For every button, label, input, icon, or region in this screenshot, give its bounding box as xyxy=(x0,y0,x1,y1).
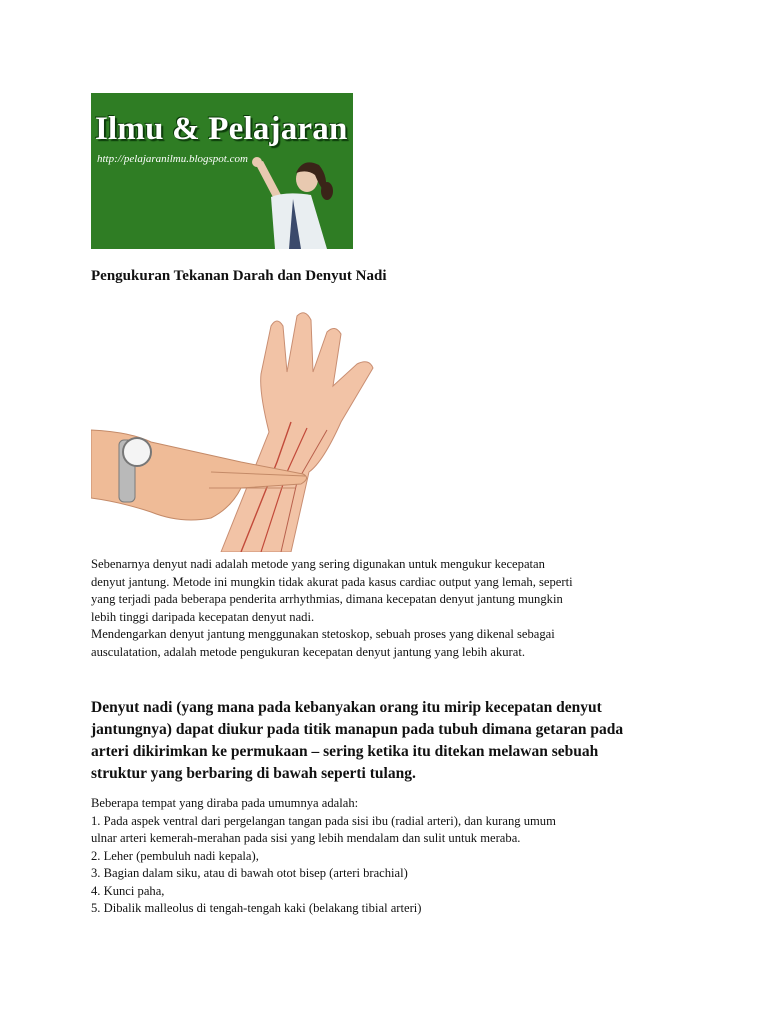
text-line: Denyut nadi (yang mana pada kebanyakan orang itu mirip kecepatan denyut xyxy=(91,699,602,716)
list-item: 5. Dibalik malleolus di tengah-tengah kaki (belakang tibial arteri) xyxy=(91,901,422,915)
list-item: 3. Bagian dalam siku, atau di bawah otot bisep (arteri brachial) xyxy=(91,866,408,880)
text-line: jantungnya) dapat diukur pada titik manapun pada tubuh dimana getaran pada xyxy=(91,721,624,738)
list-intro: Beberapa tempat yang diraba pada umumnya adalah: xyxy=(91,796,359,810)
bold-paragraph xyxy=(91,697,691,785)
list-item: 4. Kunci paha, xyxy=(91,883,165,898)
text-line: struktur yang berbaring di bawah seperti tulang. xyxy=(91,765,416,782)
page-heading: Pengukuran Tekanan Darah dan Denyut Nadi xyxy=(91,268,387,284)
text-line: Sebenarnya denyut nadi adalah metode yang sering digunakan untuk mengukur kecepatan xyxy=(91,557,545,571)
list-item: 2. Leher (pembuluh nadi kepala), xyxy=(91,848,259,863)
banner-url: http://pelajaranilmu.blogspot.com xyxy=(97,153,248,165)
paragraph-denyut-nadi xyxy=(91,556,691,661)
teacher-figure-illustration xyxy=(241,155,353,249)
text-line: Mendengarkan denyut jantung menggunakan stetoskop, sebuah proses yang dikenal sebagai xyxy=(91,627,555,641)
text-line: lebih tinggi daripada kecepatan denyut nadi. xyxy=(91,609,315,624)
text-line: arteri dikirimkan ke permukaan – sering ketika itu ditekan melawan sebuah xyxy=(91,743,599,760)
text-line: ausculatation, adalah metode pengukuran kecepatan denyut jantung yang lebih akurat. xyxy=(91,644,525,659)
text-line: denyut jantung. Metode ini mungkin tidak akurat pada kasus cardiac output yang lemah, seperti xyxy=(91,574,573,589)
blog-banner xyxy=(91,93,353,249)
banner-title: Ilmu & Pelajaran xyxy=(95,111,348,147)
wrist-pulse-illustration xyxy=(91,312,391,552)
list-item: 1. Pada aspek ventral dari pergelangan tangan pada sisi ibu (radial arteri), dan kurang umum xyxy=(91,813,556,828)
text-line: yang terjadi pada beberapa penderita arrhythmias, dimana kecepatan denyut jantung mungkin xyxy=(91,592,563,606)
list-item: ulnar arteri kemerah-merahan pada sisi yang lebih mendalam dan sulit untuk meraba. xyxy=(91,831,521,845)
pulse-sites-list xyxy=(91,795,691,918)
